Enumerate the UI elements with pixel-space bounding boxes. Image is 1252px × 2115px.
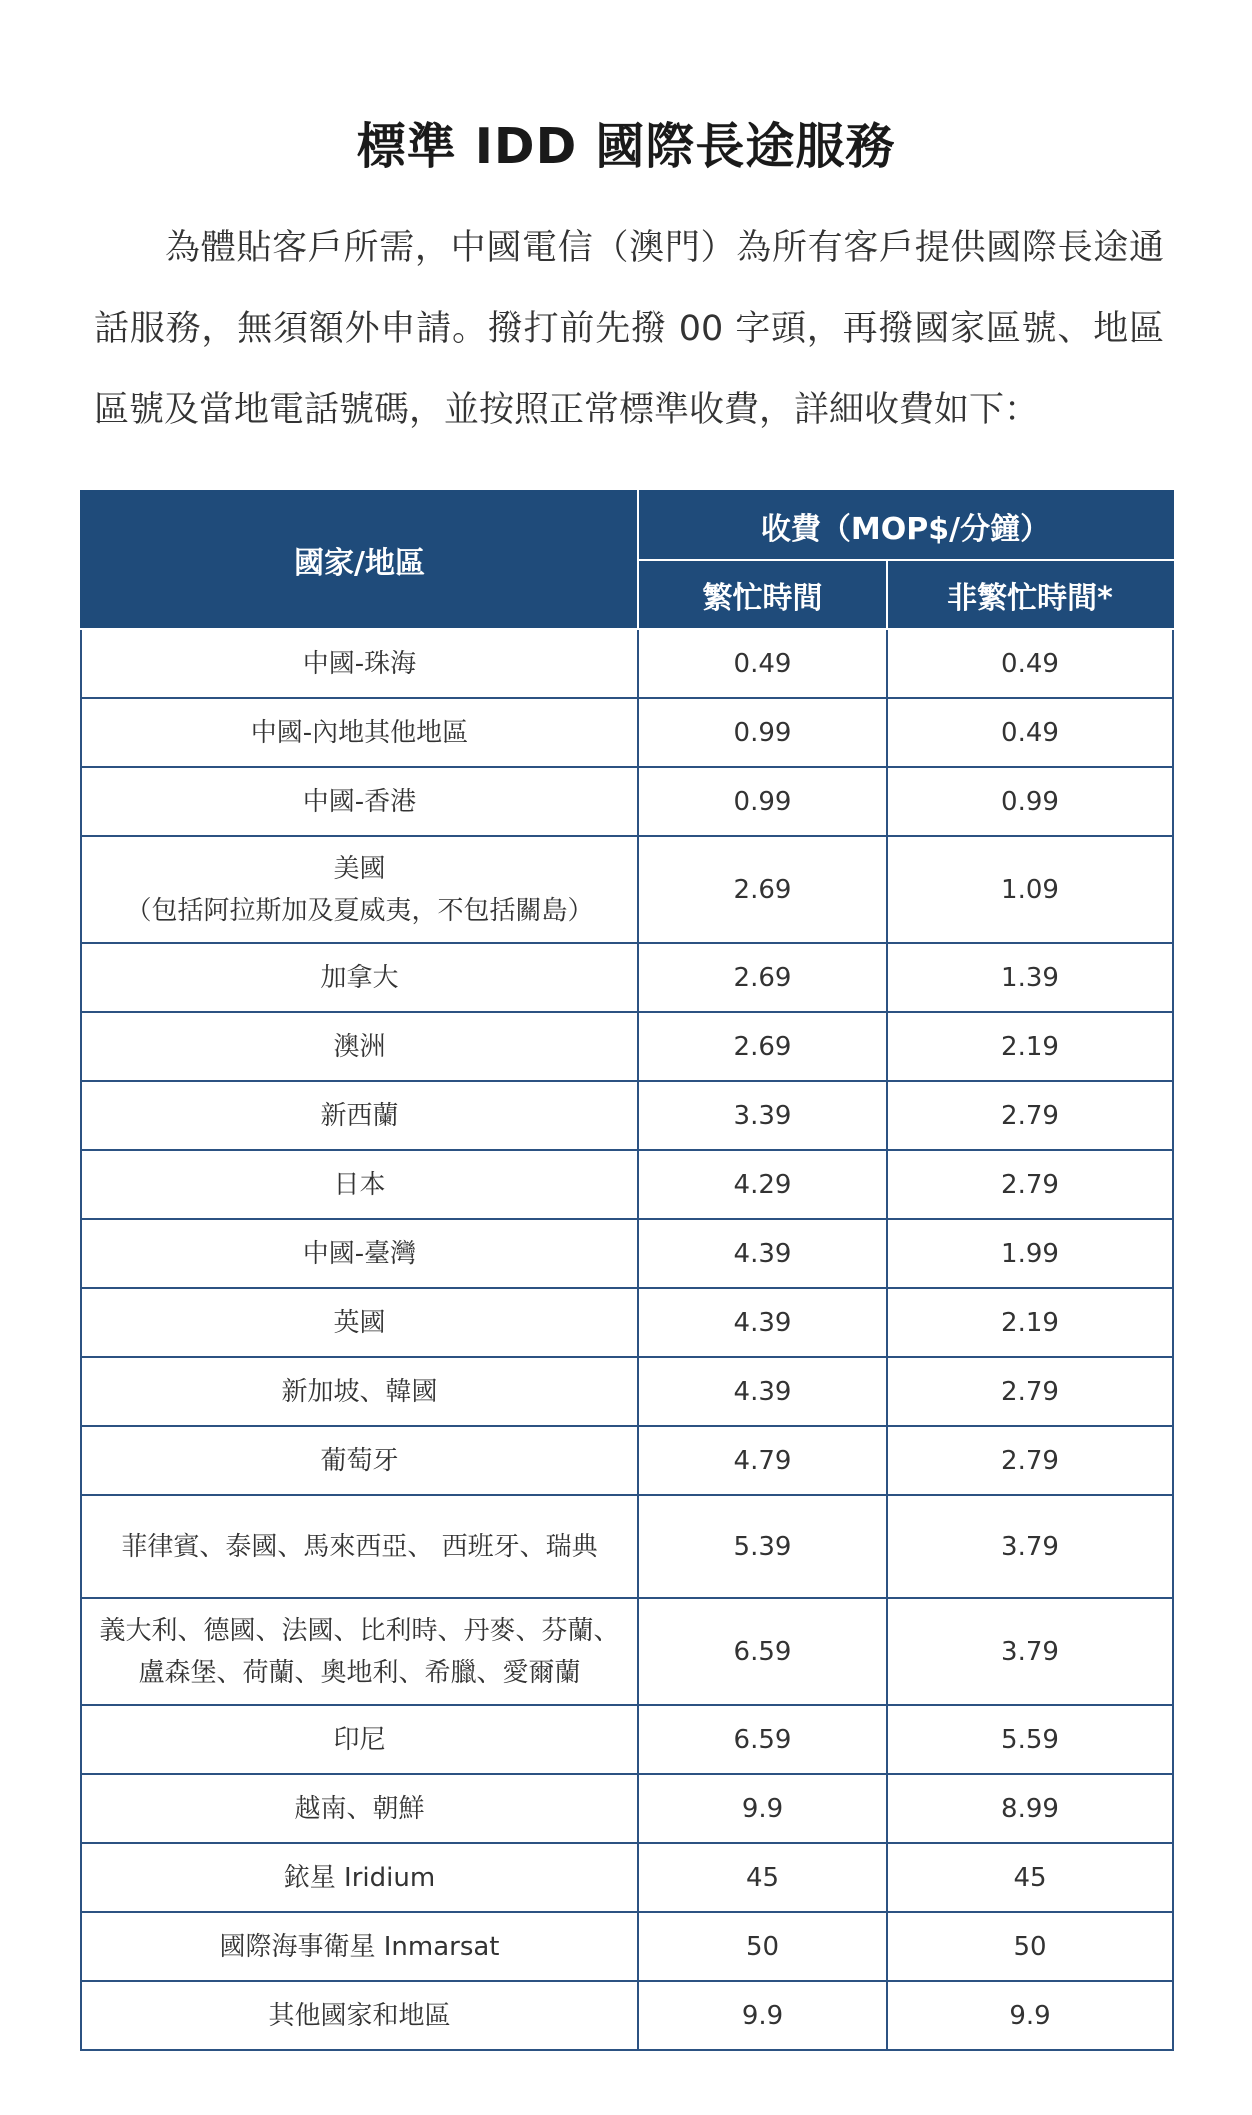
country-name: 國際海事衛星 Inmarsat	[219, 1931, 500, 1962]
peak-rate-cell: 9.9	[638, 1774, 887, 1843]
offpeak-rate-cell: 2.19	[887, 1012, 1173, 1081]
country-cell	[81, 1150, 638, 1219]
country-name: 銥星 Iridium	[283, 1862, 436, 1893]
country-cell	[81, 1843, 638, 1912]
table-row	[81, 1981, 1173, 2050]
table-row	[81, 1219, 1173, 1288]
country-note: 盧森堡、荷蘭、奧地利、希臘、愛爾蘭	[138, 1657, 581, 1688]
peak-rate-cell: 0.49	[638, 629, 887, 698]
country-name: 越南、朝鮮	[294, 1793, 425, 1824]
offpeak-rate-cell: 5.59	[887, 1705, 1173, 1774]
country-note: （包括阿拉斯加及夏威夷，不包括關島）	[125, 895, 594, 926]
offpeak-rate-cell: 0.49	[887, 629, 1173, 698]
offpeak-rate-cell: 2.19	[887, 1288, 1173, 1357]
table-row	[81, 1150, 1173, 1219]
country-cell	[81, 1598, 638, 1705]
table-row	[81, 1843, 1173, 1912]
table-row	[81, 1357, 1173, 1426]
country-cell	[81, 1219, 638, 1288]
country-name: 中國-香港	[302, 786, 417, 817]
country-name: 中國-珠海	[302, 648, 417, 679]
country-cell	[81, 1774, 638, 1843]
country-cell	[81, 698, 638, 767]
header-peak: 繁忙時間	[638, 560, 887, 629]
table-row	[81, 1426, 1173, 1495]
peak-rate-cell: 0.99	[638, 767, 887, 836]
offpeak-rate-cell: 2.79	[887, 1150, 1173, 1219]
country-name: 菲律賓、泰國、馬來西亞、 西班牙、瑞典	[121, 1531, 598, 1562]
offpeak-rate-cell: 50	[887, 1912, 1173, 1981]
peak-rate-cell: 4.79	[638, 1426, 887, 1495]
offpeak-rate-cell: 8.99	[887, 1774, 1173, 1843]
offpeak-rate-cell: 45	[887, 1843, 1173, 1912]
peak-rate-cell: 4.39	[638, 1357, 887, 1426]
country-cell	[81, 767, 638, 836]
table-row	[81, 1774, 1173, 1843]
country-name: 美國	[333, 853, 386, 884]
table-row	[81, 1495, 1173, 1598]
header-offpeak: 非繁忙時間*	[887, 560, 1173, 629]
peak-rate-cell: 9.9	[638, 1981, 887, 2050]
country-cell	[81, 1288, 638, 1357]
peak-rate-cell: 2.69	[638, 836, 887, 943]
country-cell	[81, 1705, 638, 1774]
rate-table-body	[81, 629, 1173, 2050]
peak-rate-cell: 4.39	[638, 1288, 887, 1357]
table-row	[81, 943, 1173, 1012]
table-row	[81, 1081, 1173, 1150]
peak-rate-cell: 6.59	[638, 1598, 887, 1705]
table-row	[81, 836, 1173, 943]
offpeak-rate-cell: 3.79	[887, 1598, 1173, 1705]
country-name: 英國	[333, 1307, 386, 1338]
table-row	[81, 1288, 1173, 1357]
offpeak-rate-cell: 3.79	[887, 1495, 1173, 1598]
country-name: 中國-內地其他地區	[250, 717, 469, 748]
table-row	[81, 698, 1173, 767]
country-cell	[81, 943, 638, 1012]
peak-rate-cell: 4.29	[638, 1150, 887, 1219]
table-row	[81, 1598, 1173, 1705]
offpeak-rate-cell: 1.39	[887, 943, 1173, 1012]
offpeak-rate-cell: 1.99	[887, 1219, 1173, 1288]
peak-rate-cell: 2.69	[638, 943, 887, 1012]
header-country: 國家/地區	[81, 491, 638, 629]
country-cell	[81, 1426, 638, 1495]
country-name: 義大利、德國、法國、比利時、丹麥、芬蘭、	[99, 1615, 620, 1646]
peak-rate-cell: 50	[638, 1912, 887, 1981]
page-title: 標準 IDD 國際長途服務	[356, 118, 896, 175]
country-name: 加拿大	[320, 962, 399, 993]
country-cell	[81, 1981, 638, 2050]
offpeak-rate-cell: 1.09	[887, 836, 1173, 943]
offpeak-rate-cell: 0.49	[887, 698, 1173, 767]
country-cell	[81, 1495, 638, 1598]
peak-rate-cell: 3.39	[638, 1081, 887, 1150]
offpeak-rate-cell: 2.79	[887, 1426, 1173, 1495]
country-name: 新西蘭	[320, 1100, 399, 1131]
country-name: 葡萄牙	[320, 1445, 399, 1476]
table-row	[81, 1912, 1173, 1981]
intro-paragraph: 為體貼客戶所需，中國電信（澳門）為所有客戶提供國際長途通話服務，無須額外申請。撥打前先撥 00 字頭，再撥國家區號、地區區號及當地電話號碼，並按照正常標準收費，詳細收費如下：	[94, 228, 1164, 430]
table-row	[81, 1705, 1173, 1774]
country-cell	[81, 836, 638, 943]
peak-rate-cell: 6.59	[638, 1705, 887, 1774]
peak-rate-cell: 45	[638, 1843, 887, 1912]
peak-rate-cell: 4.39	[638, 1219, 887, 1288]
country-name: 印尼	[333, 1724, 386, 1755]
rate-table	[80, 490, 1174, 2051]
peak-rate-cell: 0.99	[638, 698, 887, 767]
country-name: 日本	[333, 1169, 386, 1200]
offpeak-rate-cell: 9.9	[887, 1981, 1173, 2050]
peak-rate-cell: 5.39	[638, 1495, 887, 1598]
country-cell	[81, 1357, 638, 1426]
header-fee: 收費（MOP$/分鐘）	[638, 491, 1173, 560]
offpeak-rate-cell: 2.79	[887, 1081, 1173, 1150]
country-cell	[81, 1081, 638, 1150]
country-name: 澳洲	[333, 1031, 386, 1062]
offpeak-rate-cell: 0.99	[887, 767, 1173, 836]
table-row	[81, 629, 1173, 698]
country-name: 新加坡、韓國	[281, 1376, 438, 1407]
country-cell	[81, 629, 638, 698]
country-cell	[81, 1912, 638, 1981]
offpeak-rate-cell: 2.79	[887, 1357, 1173, 1426]
table-row	[81, 1012, 1173, 1081]
country-name: 中國-臺灣	[302, 1238, 417, 1269]
peak-rate-cell: 2.69	[638, 1012, 887, 1081]
country-cell	[81, 1012, 638, 1081]
table-row	[81, 767, 1173, 836]
country-name: 其他國家和地區	[268, 2000, 451, 2031]
